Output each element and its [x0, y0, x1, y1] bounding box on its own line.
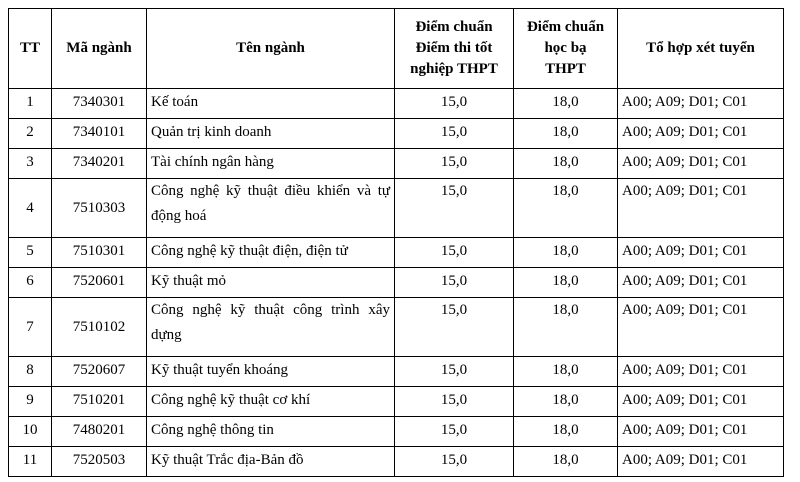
- cell-code: 7520607: [52, 357, 147, 387]
- cell-tt: 6: [9, 268, 52, 298]
- cell-combo: A00; A09; D01; C01: [618, 119, 784, 149]
- admission-score-table: [8, 8, 784, 477]
- cell-name: Kỹ thuật tuyển khoáng: [147, 357, 395, 387]
- cell-combo: A00; A09; D01; C01: [618, 447, 784, 477]
- cell-score-transcript: 18,0: [514, 447, 618, 477]
- cell-score-transcript: 18,0: [514, 268, 618, 298]
- cell-score-exam: 15,0: [395, 298, 514, 357]
- header-score-exam-line: Điểm thi tốt: [415, 40, 493, 56]
- cell-score-exam: 15,0: [395, 89, 514, 119]
- cell-code: 7510102: [52, 298, 147, 357]
- cell-tt: 11: [9, 447, 52, 477]
- cell-tt: 4: [9, 179, 52, 238]
- cell-score-transcript: 18,0: [514, 417, 618, 447]
- cell-code: 7510301: [52, 238, 147, 268]
- table-row: [9, 119, 784, 149]
- cell-score-exam: 15,0: [395, 447, 514, 477]
- cell-name: Công nghệ kỹ thuật cơ khí: [147, 387, 395, 417]
- cell-combo: A00; A09; D01; C01: [618, 357, 784, 387]
- cell-code: 7510201: [52, 387, 147, 417]
- cell-code: 7520503: [52, 447, 147, 477]
- cell-combo: A00; A09; D01; C01: [618, 238, 784, 268]
- cell-name: Kỹ thuật mỏ: [147, 268, 395, 298]
- cell-score-transcript: 18,0: [514, 179, 618, 238]
- cell-score-transcript: 18,0: [514, 149, 618, 179]
- cell-code: 7520601: [52, 268, 147, 298]
- cell-score-exam: 15,0: [395, 357, 514, 387]
- header-row: [9, 9, 784, 89]
- cell-score-exam: 15,0: [395, 119, 514, 149]
- header-score-exam-line: nghiệp THPT: [410, 61, 498, 77]
- header-score-transcript-line: THPT: [545, 61, 586, 77]
- cell-combo: A00; A09; D01; C01: [618, 417, 784, 447]
- header-score-exam-line: Điểm chuẩn: [415, 19, 493, 35]
- cell-score-transcript: 18,0: [514, 387, 618, 417]
- cell-combo: A00; A09; D01; C01: [618, 149, 784, 179]
- table-row: [9, 417, 784, 447]
- cell-combo: A00; A09; D01; C01: [618, 387, 784, 417]
- cell-combo: A00; A09; D01; C01: [618, 179, 784, 238]
- table-row: [9, 89, 784, 119]
- cell-tt: 2: [9, 119, 52, 149]
- cell-tt: 8: [9, 357, 52, 387]
- cell-score-exam: 15,0: [395, 417, 514, 447]
- cell-combo: A00; A09; D01; C01: [618, 298, 784, 357]
- cell-name: Công nghệ kỹ thuật công trình xây dựng: [147, 298, 395, 357]
- header-score-transcript-line: Điểm chuẩn: [526, 19, 605, 35]
- header-score-transcript: [514, 9, 618, 89]
- table-row: [9, 298, 784, 357]
- cell-name: Công nghệ thông tin: [147, 417, 395, 447]
- table-row: [9, 447, 784, 477]
- cell-score-exam: 15,0: [395, 179, 514, 238]
- cell-tt: 7: [9, 298, 52, 357]
- cell-score-transcript: 18,0: [514, 238, 618, 268]
- table-row: [9, 179, 784, 238]
- cell-code: 7340301: [52, 89, 147, 119]
- cell-tt: 3: [9, 149, 52, 179]
- header-code: Mã ngành: [52, 9, 147, 89]
- cell-combo: A00; A09; D01; C01: [618, 268, 784, 298]
- header-name: Tên ngành: [147, 9, 395, 89]
- header-combo: Tổ hợp xét tuyển: [618, 9, 784, 89]
- cell-score-transcript: 18,0: [514, 119, 618, 149]
- cell-tt: 1: [9, 89, 52, 119]
- cell-name: Quản trị kinh doanh: [147, 119, 395, 149]
- cell-tt: 10: [9, 417, 52, 447]
- table-row: [9, 149, 784, 179]
- table-row: [9, 238, 784, 268]
- cell-score-transcript: 18,0: [514, 89, 618, 119]
- cell-name: Công nghệ kỹ thuật điều khiển và tự động hoá: [147, 179, 395, 238]
- cell-combo: A00; A09; D01; C01: [618, 89, 784, 119]
- table-row: [9, 357, 784, 387]
- header-score-transcript-line: học bạ: [544, 40, 587, 56]
- table-row: [9, 268, 784, 298]
- cell-score-exam: 15,0: [395, 268, 514, 298]
- header-score-exam: [395, 9, 514, 89]
- cell-code: 7340101: [52, 119, 147, 149]
- cell-code: 7510303: [52, 179, 147, 238]
- cell-name: Tài chính ngân hàng: [147, 149, 395, 179]
- cell-name: Kỹ thuật Trắc địa-Bản đồ: [147, 447, 395, 477]
- cell-score-exam: 15,0: [395, 238, 514, 268]
- cell-name: Kế toán: [147, 89, 395, 119]
- cell-tt: 9: [9, 387, 52, 417]
- cell-score-exam: 15,0: [395, 149, 514, 179]
- cell-score-exam: 15,0: [395, 387, 514, 417]
- cell-score-transcript: 18,0: [514, 298, 618, 357]
- cell-name: Công nghệ kỹ thuật điện, điện tử: [147, 238, 395, 268]
- cell-code: 7340201: [52, 149, 147, 179]
- cell-score-transcript: 18,0: [514, 357, 618, 387]
- table-row: [9, 387, 784, 417]
- cell-tt: 5: [9, 238, 52, 268]
- header-tt: TT: [9, 9, 52, 89]
- cell-code: 7480201: [52, 417, 147, 447]
